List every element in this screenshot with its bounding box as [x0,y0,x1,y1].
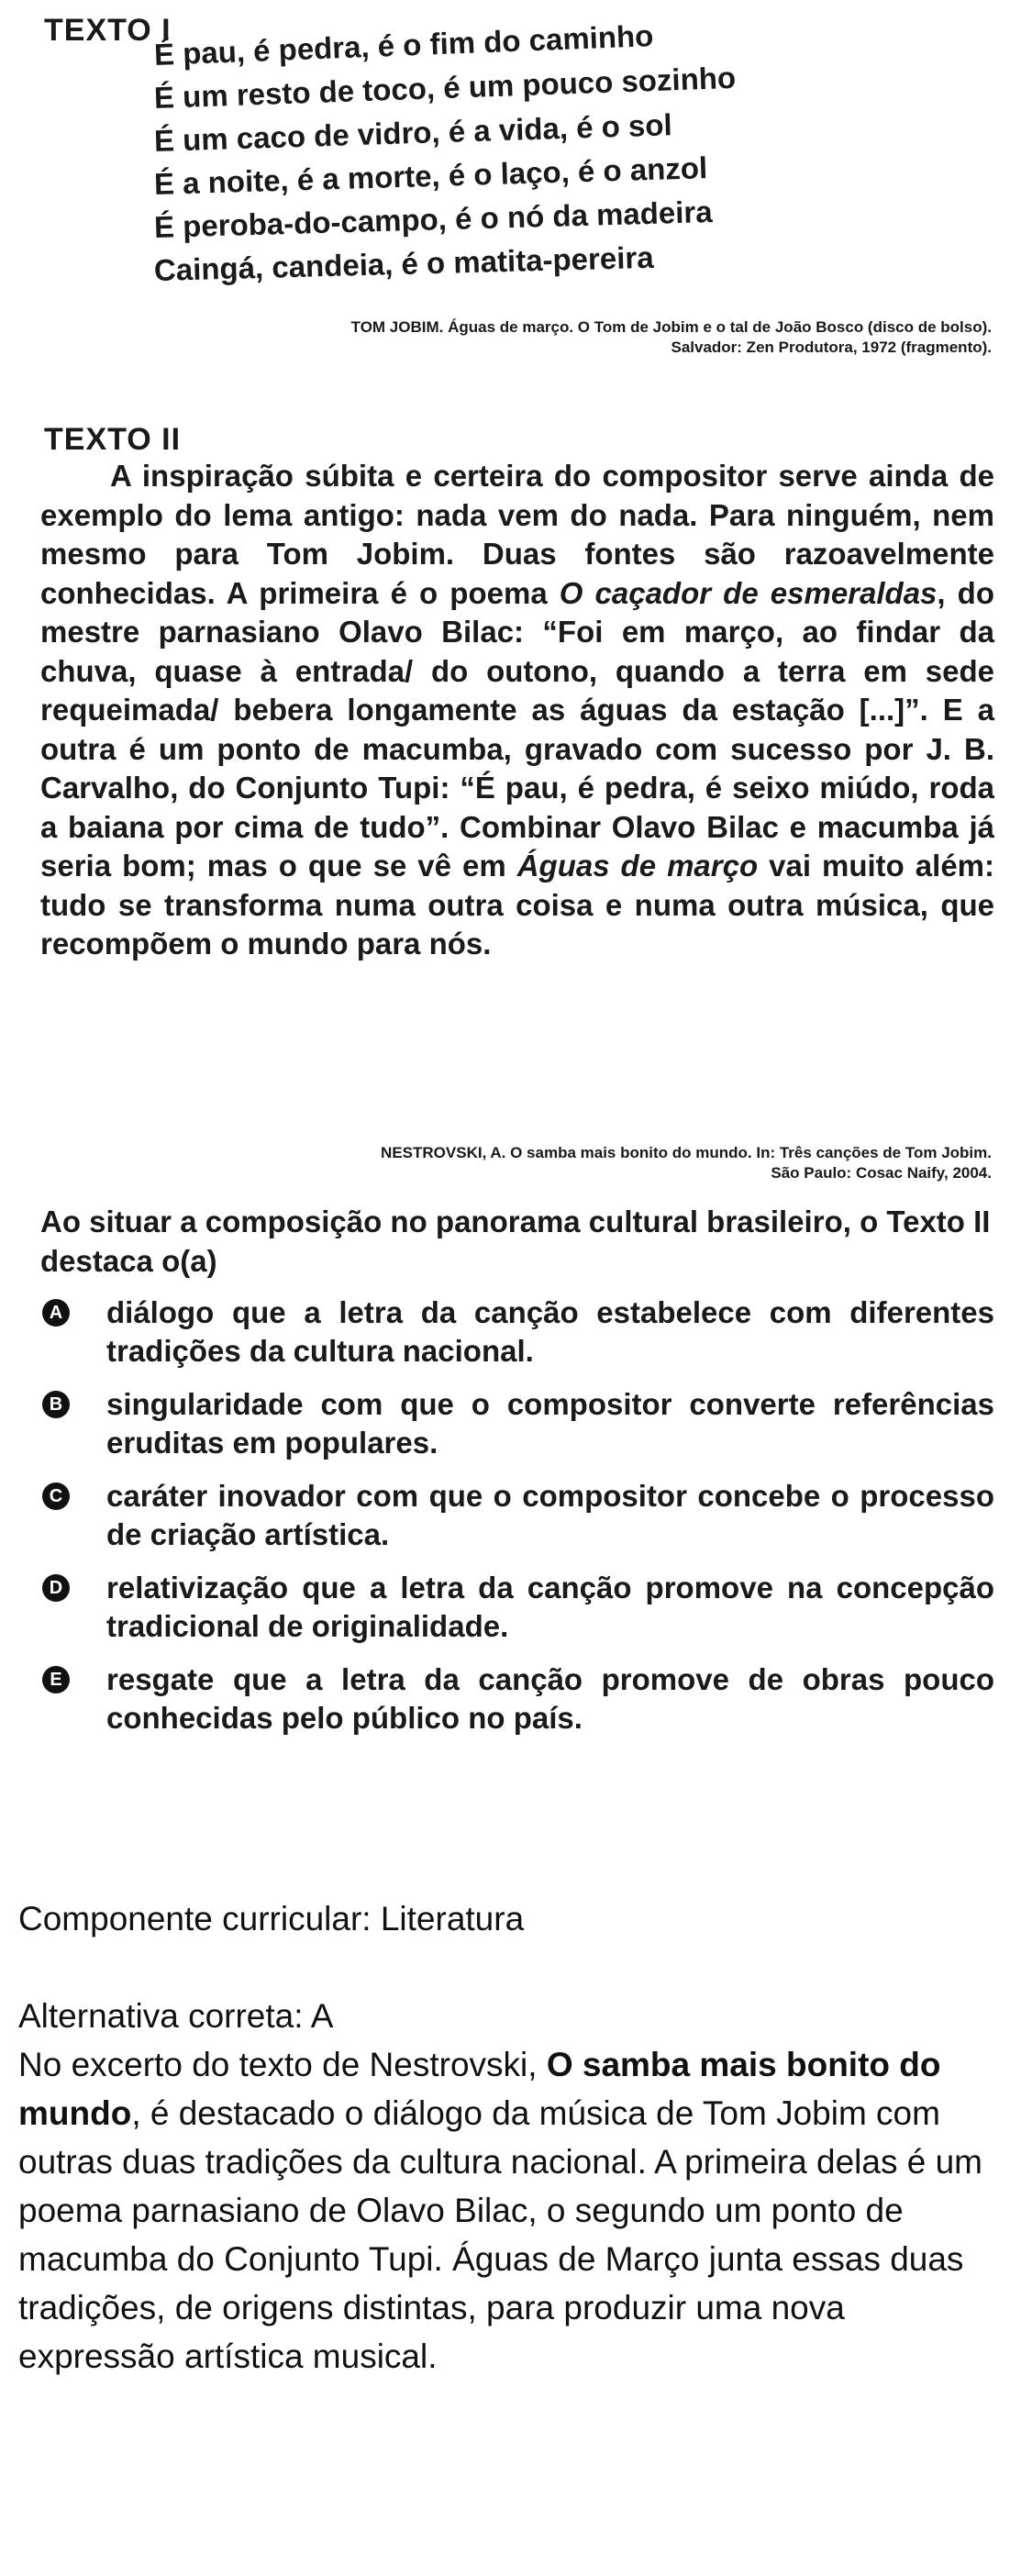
poem-line: É um caco de vidro, é a vida, é o sol [153,107,673,158]
option-text: resgate que a letra da canção promove de obras pouco conhecidas pelo público no país. [106,1662,994,1735]
correct-alternative: Alternativa correta: A [18,1997,334,2035]
source-line: TOM JOBIM. Águas de março. O Tom de Jobim e o tal de João Bosco (disco de bolso). [350,318,992,336]
option-text: relativização que a letra da canção promove na concepção tradicional de originalidade. [106,1571,994,1643]
option-c[interactable] [40,1477,994,1554]
texto-2-heading: TEXTO II [44,422,182,457]
poem-line: É peroba-do-campo, é o nó da madeira [153,194,714,244]
poem-title: O caçador de esmeraldas [559,575,938,610]
option-text: caráter inovador com que o compositor concebe o processo de criação artística. [106,1479,994,1551]
option-d[interactable] [40,1569,994,1646]
prose-text: , do mestre parnasiano Olavo Bilac: “Foi em março, ao findar da chuva, quase à entrada/ do outono, quando a terra em sede requeimada/ bebera longamente as águas da estação [...]”. E a outra é um ponto de macumba, gravado com sucesso por J. B. Carvalho, do Conjunto Tupi: “É pau, é pedra, é seixo miúdo, roda a baiana por cima de tudo”. Combinar Olavo Bilac e macumba já seria bom; mas o que se vê em [40,575,994,883]
option-e[interactable] [40,1660,994,1738]
option-letter-badge: E [42,1666,70,1693]
explanation-text: No excerto do texto de Nestrovski, [18,2046,547,2083]
texto-2-paragraph [40,457,994,964]
song-title: Águas de março [516,849,759,883]
texto-1-heading: TEXTO I [44,13,172,48]
prose-text: vai muito além: tudo se transforma numa outra coisa e numa outra música, que recompõem o mundo para nós. [40,849,995,960]
question-stem: Ao situar a composição no panorama cultural brasileiro, o Texto II destaca o(a) [40,1205,991,1278]
option-letter-badge: A [42,1299,70,1327]
explanation-title: O samba mais bonito do mundo [18,2046,941,2132]
explanation [18,2040,991,2381]
option-b[interactable] [40,1385,994,1462]
option-text: singularidade com que o compositor converte referências eruditas em populares. [106,1387,994,1460]
spacer [18,1943,991,1992]
option-text: diálogo que a letra da canção estabelece com diferentes tradições da cultura nacional. [106,1295,994,1368]
poem [153,18,851,292]
curricular-component: Componente curricular: Literatura [18,1900,525,1938]
poem-line: Caingá, candeia, é o matita-pereira [153,239,655,287]
option-letter-badge: C [42,1482,70,1510]
source-line: Salvador: Zen Produtora, 1972 (fragmento). [671,339,992,356]
texto-2-body [40,457,994,964]
option-letter-badge: D [42,1574,70,1602]
poem-line: É um resto de toco, é um pouco sozinho [153,60,737,115]
texto-2-source [381,1143,992,1183]
option-letter-badge: B [42,1391,70,1418]
poem-line: É pau, é pedra, é o fim do caminho [153,18,654,72]
source-line: NESTROVSKI, A. O samba mais bonito do mundo. In: Três canções de Tom Jobim. [381,1144,992,1161]
source-line: São Paulo: Cosac Naify, 2004. [771,1164,992,1182]
answer-section [18,1894,991,2381]
options-list [40,1294,994,1752]
texto-1-source [351,317,992,358]
option-a[interactable] [40,1294,994,1371]
poem-line: É a noite, é a morte, é o laço, é o anzol [153,150,708,201]
explanation-text: , é destacado o diálogo da música de Tom Jobim com outras duas tradições da cultura nacional. A primeira delas é um poema parnasiano de Olavo Bilac, o segundo um ponto de macumba do Conjunto Tupi. Águas de Março junta essas duas tradições, de origens distintas, para produzir uma nova expressão artística musical. [18,2094,982,2375]
prose-text: A inspiração súbita e certeira do compositor serve ainda de exemplo do lema antigo: nada vem do nada. Para ninguém, nem mesmo para Tom Jobim. Duas fontes são razoavelmente conhecidas. A primeira é o poema [40,459,994,610]
